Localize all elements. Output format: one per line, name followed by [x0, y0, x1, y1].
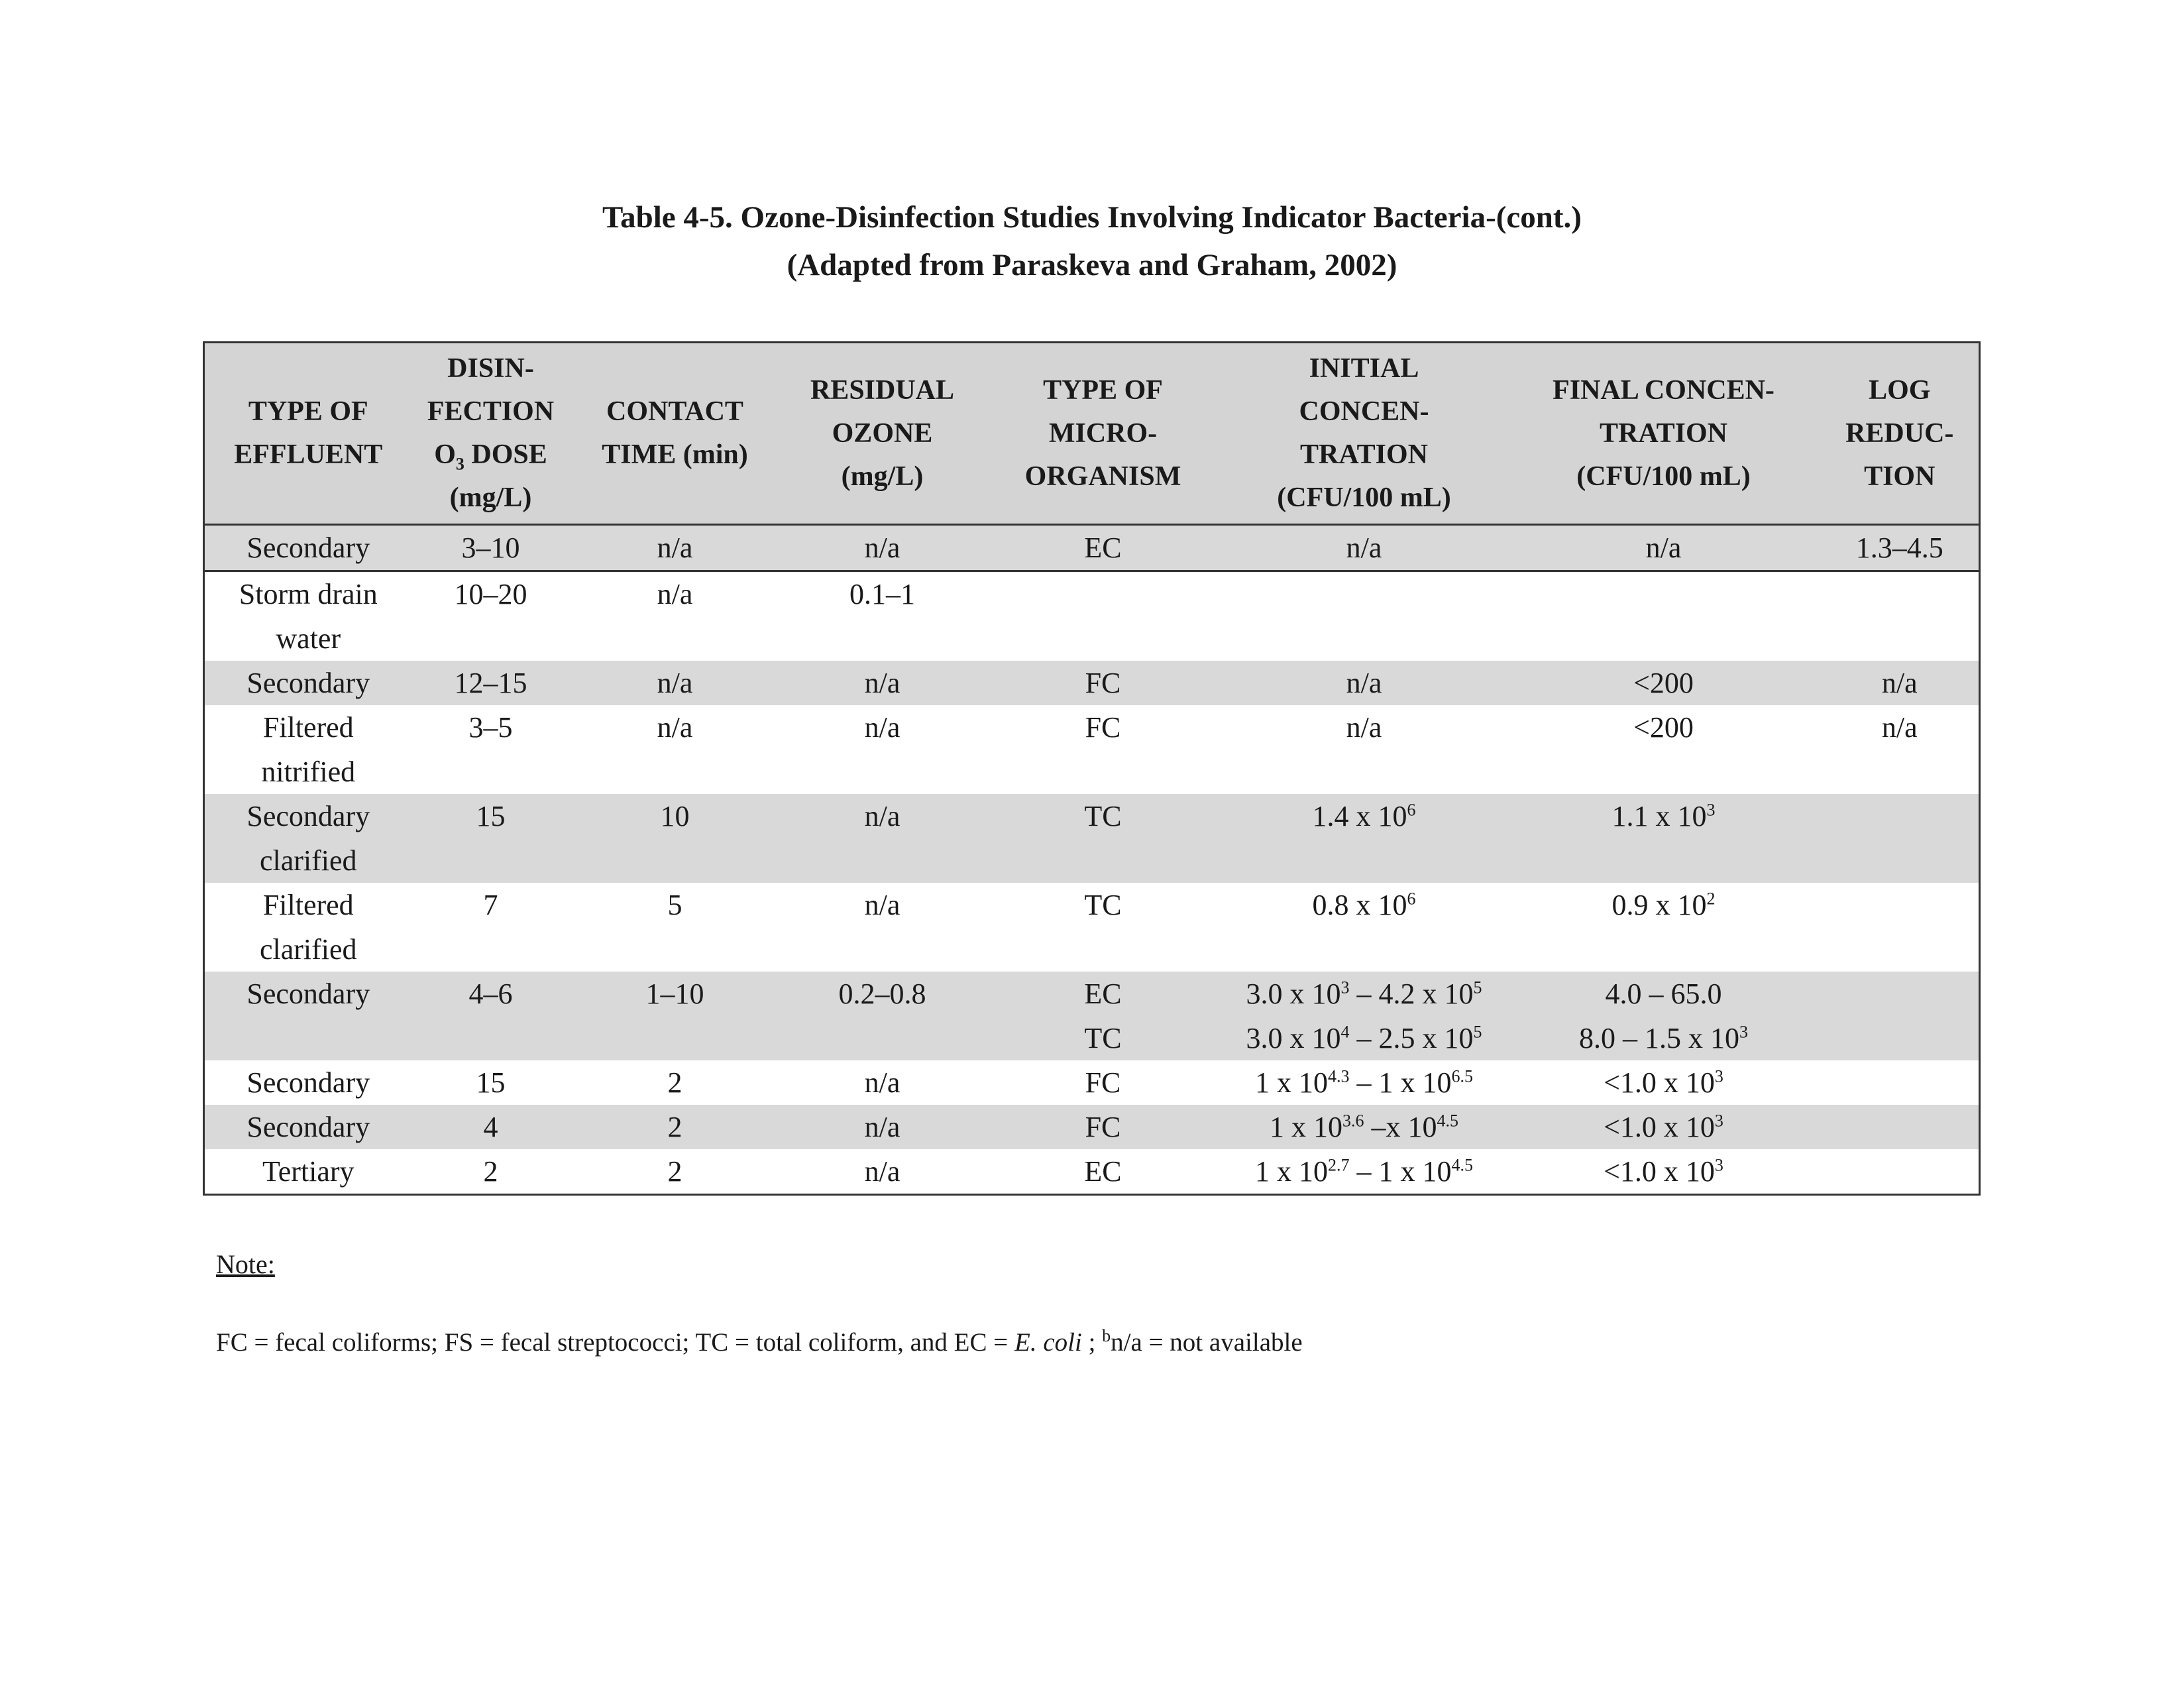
cell-line: 3–5 — [468, 711, 513, 744]
table-cell — [1222, 1060, 1507, 1105]
table-cell — [781, 972, 985, 1060]
cell-line: Secondary — [246, 800, 370, 832]
header-line: MICRO- — [1048, 418, 1158, 449]
table-cell — [204, 1149, 412, 1195]
table-cell — [412, 705, 570, 794]
cell-line: 2 — [667, 1066, 682, 1099]
cell-line: 1–10 — [645, 978, 704, 1010]
table-cell — [781, 1060, 985, 1105]
cell-line: <1.0 x $10^3$ — [1604, 1111, 1723, 1143]
header-line: (CFU/100 mL) — [1277, 482, 1451, 513]
header-line: EFFLUENT — [234, 439, 383, 470]
table-cell — [570, 1149, 781, 1195]
cell-line: Secondary — [246, 1111, 370, 1143]
table-cell — [204, 705, 412, 794]
cell-line: n/a — [1346, 667, 1382, 699]
column-header — [1222, 343, 1507, 525]
cell-line — [1826, 572, 1974, 616]
table-cell — [412, 1105, 570, 1149]
table-row — [204, 794, 1980, 883]
table-cell — [1507, 1105, 1821, 1149]
cell-line: TC — [1084, 889, 1122, 921]
cell-line: 0.8 x $10^6$ — [1312, 889, 1416, 921]
cell-line: <200 — [1633, 711, 1694, 744]
table-cell — [985, 705, 1222, 794]
cell-line: 2 — [483, 1155, 498, 1188]
header-line: FECTION — [427, 396, 555, 427]
cell-line — [1227, 572, 1502, 616]
cell-line: n/a — [657, 578, 693, 610]
cell-line: n/a — [864, 889, 901, 921]
table-cell — [204, 972, 412, 1060]
cell-line: n/a — [864, 1111, 901, 1143]
cell-line: 1.1 x $10^3$ — [1611, 800, 1716, 832]
column-header — [781, 343, 985, 525]
cell-line — [1826, 1149, 1974, 1194]
header-line: OZONE — [832, 418, 933, 449]
cell-line: 1 x $10^{4.3} - 1$ x $10^{6.5}$ — [1255, 1066, 1473, 1099]
cell-line: n/a — [1645, 532, 1682, 564]
table-cell — [781, 1105, 985, 1149]
cell-line: 4–6 — [468, 978, 513, 1010]
table-cell — [1222, 571, 1507, 661]
table-cell — [570, 972, 781, 1060]
table-cell — [1222, 1149, 1507, 1195]
table-cell — [781, 794, 985, 883]
footnote-italic: E. coli — [1014, 1328, 1082, 1357]
table-cell — [985, 1060, 1222, 1105]
table-row — [204, 1149, 1980, 1195]
cell-line: <1.0 x $10^3$ — [1604, 1066, 1723, 1099]
cell-line: n/a — [1346, 532, 1382, 564]
table-row — [204, 661, 1980, 705]
table-cell — [1507, 1149, 1821, 1195]
table-cell — [1821, 571, 1980, 661]
cell-line: n/a — [864, 1066, 901, 1099]
table-cell — [781, 883, 985, 972]
cell-line — [1512, 572, 1816, 616]
cell-line: Filtered — [262, 889, 354, 921]
table-cell — [570, 705, 781, 794]
footnote-text-b: ; — [1081, 1328, 1103, 1357]
table-cell — [1821, 1060, 1980, 1105]
table-row — [204, 1060, 1980, 1105]
cell-line: Tertiary — [262, 1155, 355, 1188]
cell-line: 5 — [667, 889, 682, 921]
header-line: ORGANISM — [1024, 461, 1181, 492]
table-cell — [985, 1105, 1222, 1149]
table-cell — [204, 571, 412, 661]
table-title — [0, 194, 2184, 289]
table-cell — [570, 1105, 781, 1149]
header-line: REDUC- — [1845, 418, 1954, 449]
table-cell — [1507, 661, 1821, 705]
cell-line: 12–15 — [454, 667, 527, 699]
header-line: FINAL CONCEN- — [1553, 374, 1774, 406]
cell-line: Secondary — [246, 532, 370, 564]
table-cell — [204, 525, 412, 571]
cell-line — [1826, 794, 1974, 838]
column-header — [1507, 343, 1821, 525]
note-label: Note: — [216, 1249, 275, 1279]
cell-line: clarified — [259, 933, 357, 966]
table-cell — [781, 525, 985, 571]
cell-line: n/a — [864, 800, 901, 832]
header-row — [204, 343, 1980, 525]
table-cell — [570, 571, 781, 661]
table-cell — [985, 794, 1222, 883]
cell-line — [1826, 883, 1974, 927]
cell-line: Secondary — [246, 978, 370, 1010]
table-cell — [412, 1060, 570, 1105]
table-cell — [985, 883, 1222, 972]
cell-line: 3.0 x $10^3 - 4.2$ x $10^5$ — [1246, 978, 1482, 1010]
cell-line: FC — [1085, 711, 1121, 744]
cell-line: 0.9 x $10^2$ — [1611, 889, 1716, 921]
table-cell — [985, 661, 1222, 705]
cell-line: FC — [1085, 667, 1121, 699]
table-cell — [1222, 705, 1507, 794]
cell-line: 2 — [667, 1155, 682, 1188]
cell-line: 10–20 — [454, 578, 527, 610]
cell-line: n/a — [864, 532, 901, 564]
table-cell — [570, 794, 781, 883]
header-line: CONTACT — [606, 396, 743, 427]
cell-line: FC — [1085, 1111, 1121, 1143]
cell-line: Secondary — [246, 1066, 370, 1099]
cell-line: 15 — [476, 800, 506, 832]
table-row — [204, 972, 1980, 1060]
cell-line: n/a — [657, 667, 693, 699]
cell-line: water — [276, 622, 341, 655]
table-cell — [1507, 571, 1821, 661]
cell-line: TC — [1084, 800, 1122, 832]
header-line: TYPE OF — [248, 396, 368, 427]
cell-line: 0.2–0.8 — [838, 978, 926, 1010]
header-line: (mg/L) — [841, 461, 924, 492]
header-line: RESIDUAL — [810, 374, 955, 406]
table-cell — [570, 661, 781, 705]
table-body — [204, 525, 1980, 1195]
table-cell — [1507, 883, 1821, 972]
table-cell — [412, 794, 570, 883]
table-cell — [1222, 525, 1507, 571]
cell-line: 0.1–1 — [849, 578, 915, 610]
header-line: INITIAL — [1309, 353, 1419, 384]
cell-line: <200 — [1633, 667, 1694, 699]
cell-line: EC — [1084, 1155, 1122, 1188]
header-line: LOG — [1869, 374, 1931, 406]
cell-line: 1 x $10^{2.7} - 1$ x $10^{4.5}$ — [1255, 1155, 1473, 1188]
table-cell — [204, 883, 412, 972]
header-line: (mg/L) — [449, 482, 532, 513]
table-row — [204, 571, 1980, 661]
table-cell — [412, 1149, 570, 1195]
table-cell — [1821, 661, 1980, 705]
table-cell — [1222, 661, 1507, 705]
table-cell — [412, 571, 570, 661]
title-line-2: (Adapted from Paraskeva and Graham, 2002) — [787, 248, 1397, 282]
cell-line: nitrified — [261, 756, 356, 788]
table-cell — [204, 794, 412, 883]
cell-line: 8.0 – 1.5 x $10^3$ — [1579, 1022, 1748, 1054]
table-cell — [1821, 1105, 1980, 1149]
column-header — [570, 343, 781, 525]
cell-line: EC — [1084, 978, 1122, 1010]
table-cell — [1821, 705, 1980, 794]
column-header — [1821, 343, 1980, 525]
table-cell — [985, 972, 1222, 1060]
table-cell — [1821, 1149, 1980, 1195]
cell-line: 2 — [667, 1111, 682, 1143]
cell-line: 3.0 x $10^4 - 2.5$ x $10^5$ — [1246, 1022, 1482, 1054]
cell-line: clarified — [259, 844, 357, 877]
table-cell — [781, 705, 985, 794]
table-cell — [1222, 794, 1507, 883]
cell-line: 4 — [483, 1111, 498, 1143]
cell-line: 4.0 – 65.0 — [1605, 978, 1722, 1010]
cell-line: 1.3–4.5 — [1855, 532, 1943, 564]
footnote-sup: b — [1102, 1326, 1111, 1345]
cell-line: n/a — [1881, 667, 1918, 699]
header-line: DISIN- — [447, 353, 534, 384]
table-cell — [1821, 794, 1980, 883]
cell-line: Secondary — [246, 667, 370, 699]
table-cell — [204, 1105, 412, 1149]
cell-line — [1826, 972, 1974, 1016]
header-line: $O_3$ DOSE — [434, 439, 547, 474]
footnote — [216, 1327, 1303, 1357]
table-cell — [204, 1060, 412, 1105]
table-cell — [1507, 525, 1821, 571]
ozone-disinfection-table — [203, 341, 1981, 1196]
cell-line: 10 — [660, 800, 690, 832]
cell-line: 1.4 x $10^6$ — [1312, 800, 1416, 832]
cell-line: Storm drain — [239, 578, 378, 610]
table-cell — [570, 1060, 781, 1105]
header-line: (CFU/100 mL) — [1576, 461, 1751, 492]
table-cell — [781, 571, 985, 661]
cell-line: n/a — [864, 1155, 901, 1188]
cell-line — [990, 572, 1217, 616]
table-cell — [1507, 705, 1821, 794]
table-cell — [412, 883, 570, 972]
table-cell — [985, 1149, 1222, 1195]
cell-line: Filtered — [262, 711, 354, 744]
header-line: TIME (min) — [602, 439, 748, 470]
table-cell — [1821, 883, 1980, 972]
cell-line: n/a — [657, 532, 693, 564]
cell-line: FC — [1085, 1066, 1121, 1099]
table-cell — [412, 661, 570, 705]
table-cell — [1821, 972, 1980, 1060]
table-cell — [985, 525, 1222, 571]
table-row — [204, 705, 1980, 794]
table-cell — [781, 661, 985, 705]
cell-line — [1826, 1105, 1974, 1149]
header-line: TRATION — [1600, 418, 1727, 449]
footnote-text-a: FC = fecal coliforms; FS = fecal streptococci; TC = total coliform, and EC = — [216, 1328, 1015, 1357]
table-cell — [412, 525, 570, 571]
table-cell — [1222, 1105, 1507, 1149]
header-line: TION — [1864, 461, 1936, 492]
table-cell — [1507, 1060, 1821, 1105]
cell-line: 7 — [483, 889, 498, 921]
cell-line: TC — [1084, 1022, 1122, 1054]
cell-line: n/a — [657, 711, 693, 744]
table-cell — [1507, 794, 1821, 883]
column-header — [412, 343, 570, 525]
cell-line: n/a — [864, 711, 901, 744]
table-cell — [412, 972, 570, 1060]
table-cell — [1222, 883, 1507, 972]
table-cell — [570, 525, 781, 571]
column-header — [985, 343, 1222, 525]
cell-line: 15 — [476, 1066, 506, 1099]
cell-line: <1.0 x $10^3$ — [1604, 1155, 1723, 1188]
title-line-1: Table 4-5. Ozone-Disinfection Studies Involving Indicator Bacteria-(cont.) — [602, 200, 1582, 235]
cell-line: 1 x $10^{3.6}$ –x $10^{4.5}$ — [1270, 1111, 1458, 1143]
cell-line: n/a — [864, 667, 901, 699]
table-cell — [570, 883, 781, 972]
table-cell — [1222, 972, 1507, 1060]
table-row — [204, 883, 1980, 972]
table-cell — [1507, 972, 1821, 1060]
header-line: TRATION — [1300, 439, 1428, 470]
header-line: TYPE OF — [1043, 374, 1163, 406]
table-cell — [781, 1149, 985, 1195]
footnote-text-c: n/a = not available — [1111, 1328, 1303, 1357]
table-row — [204, 1105, 1980, 1149]
cell-line: EC — [1084, 532, 1122, 564]
cell-line: n/a — [1346, 711, 1382, 744]
column-header — [204, 343, 412, 525]
table-cell — [204, 661, 412, 705]
cell-line — [1826, 1060, 1974, 1105]
cell-line: 3–10 — [461, 532, 520, 564]
cell-line: n/a — [1881, 711, 1918, 744]
table-cell — [985, 571, 1222, 661]
header-line: CONCEN- — [1299, 396, 1429, 427]
table-row — [204, 525, 1980, 571]
table-cell — [1821, 525, 1980, 571]
